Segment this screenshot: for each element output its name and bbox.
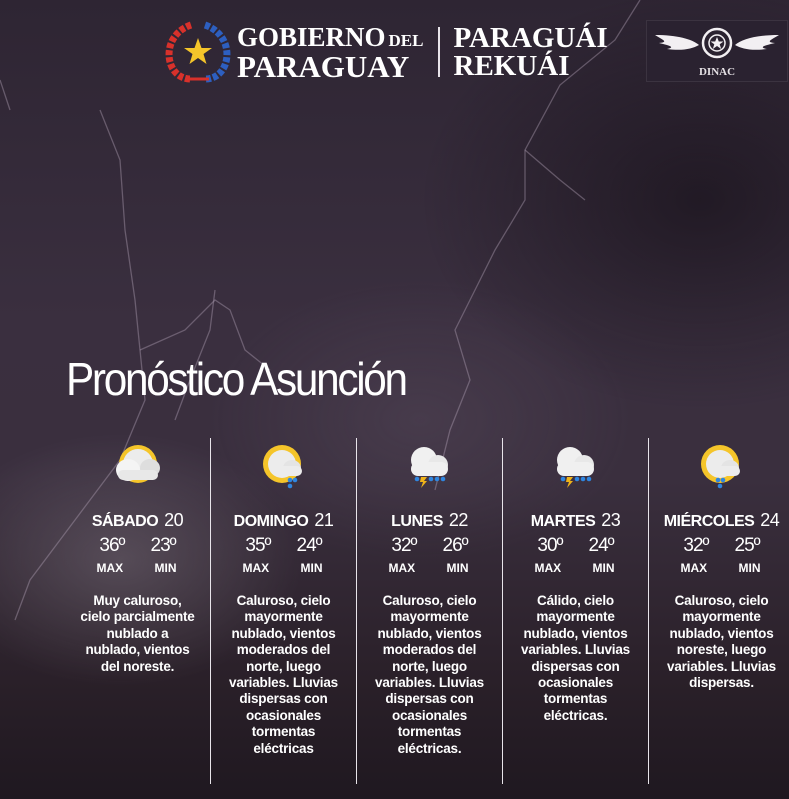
max-temp: 32º <box>391 535 417 556</box>
forecast-day <box>65 438 210 784</box>
day-description: Muy caluroso, cielo parcialmente nublado a nublado, vientos del noreste. <box>80 593 195 674</box>
day-date: 24 <box>760 510 780 530</box>
day-name: MARTES <box>530 513 596 530</box>
day-description: Caluroso, cielo mayormente nublado, vientos moderados del norte, luego variables. Lluvias dispersas con ocasionales tormentas eléctricas <box>229 593 338 756</box>
page-title: Pronóstico Asunción <box>66 353 406 405</box>
slogan-line1: PARAGUÁI <box>453 22 608 54</box>
gov-name-line1: GOBIERNO <box>237 22 386 52</box>
day-name: MIÉRCOLES <box>663 513 755 530</box>
day-date: 21 <box>314 510 334 530</box>
day-name: SÁBADO <box>91 513 159 530</box>
forecast-day <box>502 438 648 784</box>
min-temp: 23º <box>150 535 176 556</box>
min-label: MIN <box>446 561 469 575</box>
header-divider <box>438 27 440 77</box>
max-temp: 32º <box>683 535 709 556</box>
gov-name-line2: PARAGUAY <box>237 49 410 84</box>
max-label: MAX <box>96 561 124 575</box>
forecast-list <box>65 438 789 784</box>
sun-cloud-rain-icon <box>692 440 752 496</box>
day-description: Cálido, cielo mayormente nublado, vientos variables. Lluvias dispersas con ocasionales tormentas eléctricas. <box>521 593 630 723</box>
min-label: MIN <box>154 561 177 575</box>
max-label: MAX <box>534 561 562 575</box>
max-label: MAX <box>680 561 708 575</box>
forecast-day <box>210 438 356 784</box>
header <box>165 20 608 84</box>
slogan-line2: REKUÁI <box>453 50 570 82</box>
sun-cloud-rain-icon <box>254 440 314 496</box>
day-description: Caluroso, cielo mayormente nublado, vientos moderados del norte, luego variables. Lluvias dispersas con ocasionales tormentas eléctricas. <box>375 593 484 756</box>
thunderstorm-icon <box>400 440 460 496</box>
partly-cloudy-icon <box>108 440 168 496</box>
max-temp: 36º <box>99 535 125 556</box>
day-date: 22 <box>448 510 468 530</box>
min-temp: 24º <box>588 535 614 556</box>
min-temp: 26º <box>442 535 468 556</box>
min-temp: 24º <box>296 535 322 556</box>
day-description: Caluroso, cielo mayormente nublado, vientos noreste, luego variables. Lluvias dispersas. <box>667 593 776 691</box>
day-name: DOMINGO <box>233 513 309 530</box>
max-label: MAX <box>388 561 416 575</box>
max-temp: 35º <box>245 535 271 556</box>
gov-name-del: DEL <box>388 31 424 50</box>
max-label: MAX <box>242 561 270 575</box>
min-label: MIN <box>738 561 761 575</box>
min-label: MIN <box>592 561 615 575</box>
dinac-wings-logo-icon <box>647 21 787 67</box>
day-date: 23 <box>601 510 621 530</box>
dinac-label: DINAC <box>698 66 736 78</box>
forecast-day <box>356 438 502 784</box>
dinac-logo <box>646 20 788 82</box>
min-label: MIN <box>300 561 323 575</box>
max-temp: 30º <box>537 535 563 556</box>
government-crest-icon <box>165 21 231 83</box>
min-temp: 25º <box>734 535 760 556</box>
day-date: 20 <box>164 510 184 530</box>
thunderstorm-icon <box>546 440 606 496</box>
day-name: LUNES <box>391 513 443 530</box>
forecast-day <box>648 438 789 784</box>
